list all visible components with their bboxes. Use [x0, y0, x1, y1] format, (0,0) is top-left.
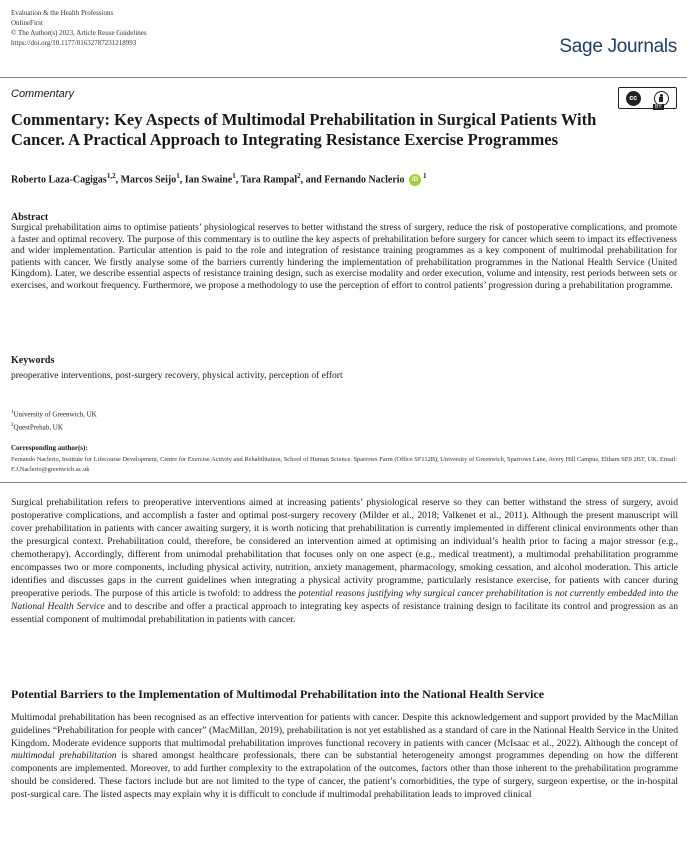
author-name: Fernando Naclerio: [324, 174, 405, 186]
emphasized-text: multimodal prehabilitation: [11, 750, 117, 762]
affiliations: [11, 407, 97, 434]
author-affiliation: 1: [176, 172, 180, 180]
article-type: Commentary: [11, 88, 74, 100]
keywords-heading: Keywords: [11, 355, 55, 366]
corresponding-author-heading: Corresponding author(s):: [11, 444, 88, 452]
author-name: Tara Rampal: [240, 174, 298, 186]
page-bottom-fade: [0, 832, 687, 858]
header-divider: [0, 77, 687, 78]
section-paragraph: Multimodal prehabilitation has been recognised as an effective intervention for patients with cancer. Despite this acknowledgement and support provided by the MacMillan guidelines “Prehabilitation for people with cancer” (MacMillan, 2019), prehabilitation is not yet established as a standard of care in the National Health Service in the United Kingdom. Moderate evidence supports that multimodal prehabilitation improves functional recovery in patients with cancer (McIsaac et al., 2022). Although the concept of multimodal prehabilitation is shared amongst healthcare professionals, there can be substantial heterogeneity amongst programmes depending on how the different components are implemented. Moreover, to add further complexity to the extrapolation of the outcomes, factors other than those inherent to the prehabilitation programme should be considered. These factors include but are not limited to the type of cancer, the patient’s comorbidities, the type of surgery, surgeon expertise, or the in-hospital post-surgical care. The listed aspects may explain why it is difficult to conclude if multimodal prehabilitation leads to improved clinical: [11, 712, 678, 800]
abstract-heading: Abstract: [11, 212, 49, 223]
author-affiliation: 2: [297, 172, 301, 180]
front-matter-divider: [0, 482, 687, 483]
affiliation-item: $^1$University of Greenwich, UK: [11, 410, 97, 419]
author-affiliation: 1: [232, 172, 236, 180]
author-affiliation: 1,2: [106, 172, 116, 180]
corresponding-author-details: Fernando Naclerio, Institute for Lifecourse Development, Centre for Exercise Activity and Rehabilitation, School of Human Science. Sparrows Farm (Office SF112B), University of Greenwich, Sparrows Lane, Avery Hill Campus, Eltham SE9 2BT, UK. Email: F.J.Naclerio@greenwich.ac.uk: [11, 456, 678, 473]
sage-journals-logo: Sage Journals: [559, 36, 677, 57]
license-label: BY: [655, 104, 662, 110]
author-affiliation: 1: [423, 172, 427, 180]
intro-paragraph: Surgical prehabilitation refers to preoperative interventions aimed at increasing patients’ physiological reserve so they can better withstand the stress of surgery, avoid postoperative complications, and accomplish a faster and optimal post-surgery recovery (Milder et al., 2018; Valkenet et al., 2011). Although the present manuscript will cover prehabilitation in patients with cancer awaiting surgery, it is worth noticing that prehabilitation is currently implemented in different clinical environments other than the presurgical context. Prehabilitation could, therefore, be considered an intervention aimed at optimising an individual’s health prior to facing a major stressor (e.g., chemotherapy). Accordingly, different from unimodal prehabilitation that focuses only on one aspect (e.g., medical treatment), a multimodal prehabilitation programme encompasses two or more components, including physical activity, nutrition, anxiety management, pharmacology, smoking cessation, and alcohol moderation. This article identifies and discusses gaps in the current guidelines when integrating a physical activity programme, particularly resistance exercise, for patients with cancer during preoperative periods. The purpose of this article is twofold: to address the potential reasons justifying why surgical cancer prehabilitation is not currently embedded into the National Health Service and to describe and offer a practical approach to integrating key aspects of resistance training design to facilitate its control and progression as an essential component of multimodal prehabilitation in patients with cancer.: [11, 497, 678, 625]
section-heading: Potential Barriers to the Implementation of Multimodal Prehabilitation into the National Health Service: [11, 687, 545, 701]
abstract-text: Surgical prehabilitation aims to optimise patients’ physiological reserves to better withstand the stress of surgery, reduce the risk of postoperative complications, and promote a faster and optimal recovery. The purpose of this commentary is to outline the key aspects of prehabilitation before surgery for cancer which seem to impact its effectiveness and wider implementation. Particular attention is paid to the role and integration of resistance training programmes as a key component of multimodal prehabilitation for patients with cancer. We firstly analyse some of the barriers currently hindering the implementation of prehabilitation programmes in the National Health Service (United Kingdom). Later, we describe essential aspects of resistance training design, such as exercise modality and order execution, volume and intensity, rest periods between sets or exercises, and workout frequency. Furthermore, we propose a methodology to use the perception of effort to control patients’ progression during a prehabilitation programme.: [11, 223, 677, 291]
author-name: Marcos Seijo: [120, 174, 177, 186]
publication-status: OnlineFirst: [11, 19, 43, 27]
affiliation-item: $^2$QuestPrehab, UK: [11, 423, 63, 432]
author-list: Roberto Laza-Cagigas$^{1,2}$, Marcos Seijo$^1$, Ian Swaine$^1$, Tara Rampal$^2$, and Fernando Naclerio $iD^1$: [11, 172, 427, 186]
journal-name: Evaluation & the Health Professions: [11, 9, 114, 17]
doi-link[interactable]: https://doi.org/10.1177/01632787231218993: [11, 39, 137, 47]
emphasized-text: potential reasons justifying why surgical cancer prehabilitation is not currently embedded into the National Health Service: [11, 588, 678, 612]
journal-metadata: [11, 8, 147, 48]
creative-commons-icon: cc: [626, 91, 641, 106]
copyright-line[interactable]: © The Author(s) 2023, Article Reuse Guidelines: [11, 29, 147, 37]
author-name: Ian Swaine: [184, 174, 233, 186]
article-title: Commentary: Key Aspects of Multimodal Prehabilitation in Surgical Patients With Cancer. A Practical Approach to Integrating Resistance Exercise Programmes: [11, 110, 597, 149]
keywords-text: preoperative interventions, post-surgery recovery, physical activity, perception of effort: [11, 371, 343, 381]
author-name: Roberto Laza-Cagigas: [11, 174, 107, 186]
cc-by-license-badge[interactable]: [618, 87, 677, 109]
orcid-icon[interactable]: iD: [409, 174, 421, 186]
